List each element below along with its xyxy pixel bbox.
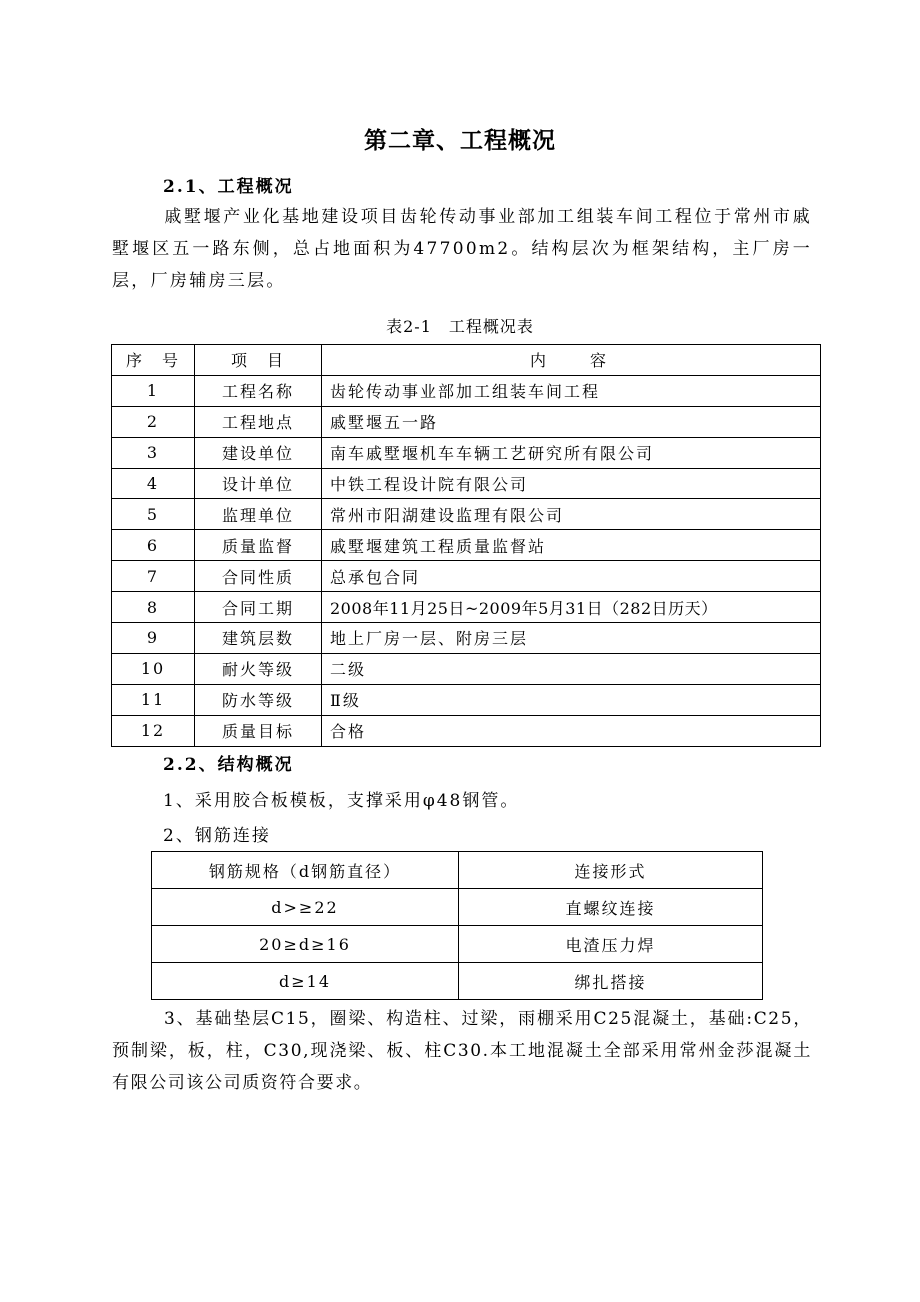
table-row <box>152 963 763 1000</box>
overview-paragraph-text: 戚墅堰产业化基地建设项目齿轮传动事业部加工组装车间工程位于常州市戚墅堰区五一路东侧，总占地面积为47700m2。结构层次为框架结构，主厂房一层，厂房辅房三层。 <box>112 207 812 291</box>
row-content: 2008年11月25日~2009年5月31日（282日历天） <box>322 592 821 623</box>
table-row <box>112 499 821 530</box>
structure-item-rebar: 2、钢筋连接 <box>163 826 271 846</box>
row-item: 工程名称 <box>195 375 322 406</box>
row-number: 5 <box>112 499 195 530</box>
row-number: 2 <box>112 406 195 437</box>
row-content: 总承包合同 <box>322 561 821 592</box>
table-row <box>112 437 821 468</box>
structure-item-formwork: 1、采用胶合板模板，支撑采用φ48钢管。 <box>163 791 520 811</box>
table-header-row <box>152 852 763 889</box>
row-content: 二级 <box>322 653 821 684</box>
section-heading-structure: 2.2、结构概况 <box>163 755 294 775</box>
row-content: 齿轮传动事业部加工组装车间工程 <box>322 375 821 406</box>
row-item: 工程地点 <box>195 406 322 437</box>
row-number: 3 <box>112 437 195 468</box>
row-content: 南车戚墅堰机车车辆工艺研究所有限公司 <box>322 437 821 468</box>
row-number: 7 <box>112 561 195 592</box>
row-content: 戚墅堰建筑工程质量监督站 <box>322 530 821 561</box>
row-number: 12 <box>112 715 195 746</box>
row-item: 质量监督 <box>195 530 322 561</box>
row-content: 地上厂房一层、附房三层 <box>322 623 821 654</box>
row-item: 合同工期 <box>195 592 322 623</box>
connection-type: 电渣压力焊 <box>459 926 763 963</box>
row-number: 1 <box>112 375 195 406</box>
rebar-connection-table <box>151 851 763 1000</box>
overview-paragraph <box>112 201 812 297</box>
connection-type: 直螺纹连接 <box>459 889 763 926</box>
row-content: 中铁工程设计院有限公司 <box>322 468 821 499</box>
row-item: 质量目标 <box>195 715 322 746</box>
row-item: 设计单位 <box>195 468 322 499</box>
table-row <box>112 653 821 684</box>
row-item: 建筑层数 <box>195 623 322 654</box>
rebar-spec: 20≥d≥16 <box>152 926 459 963</box>
table-header-row <box>112 345 821 376</box>
row-item: 防水等级 <box>195 684 322 715</box>
row-item: 耐火等级 <box>195 653 322 684</box>
row-number: 8 <box>112 592 195 623</box>
row-content: Ⅱ级 <box>322 684 821 715</box>
table-row <box>112 592 821 623</box>
concrete-paragraph <box>112 1003 812 1099</box>
header-rebar-spec: 钢筋规格（d钢筋直径） <box>152 852 459 889</box>
table-row <box>112 561 821 592</box>
concrete-paragraph-text: 3、基础垫层C15，圈梁、构造柱、过梁，雨棚采用C25混凝土，基础:C25，预制梁，板，柱，C30,现浇梁、板、柱C30.本工地混凝土全部采用常州金莎混凝土有限公司该公司质资符合要求。 <box>112 1009 812 1093</box>
row-number: 10 <box>112 653 195 684</box>
table-row <box>152 926 763 963</box>
table-caption: 表2-1 工程概况表 <box>386 317 534 336</box>
row-number: 4 <box>112 468 195 499</box>
project-overview-table <box>111 344 821 747</box>
table-row <box>112 468 821 499</box>
header-connection-type: 连接形式 <box>459 852 763 889</box>
row-number: 11 <box>112 684 195 715</box>
header-number: 序 号 <box>112 345 195 376</box>
header-item: 项 目 <box>195 345 322 376</box>
chapter-title: 第二章、工程概况 <box>364 127 556 154</box>
connection-type: 绑扎搭接 <box>459 963 763 1000</box>
table-row <box>112 623 821 654</box>
row-item: 合同性质 <box>195 561 322 592</box>
row-content: 常州市阳湖建设监理有限公司 <box>322 499 821 530</box>
section-heading-overview: 2.1、工程概况 <box>163 177 294 197</box>
table-row <box>152 889 763 926</box>
row-item: 建设单位 <box>195 437 322 468</box>
table-row <box>112 375 821 406</box>
table-row <box>112 684 821 715</box>
row-number: 9 <box>112 623 195 654</box>
row-content: 合格 <box>322 715 821 746</box>
table-row <box>112 406 821 437</box>
table-row <box>112 530 821 561</box>
rebar-spec: d≥14 <box>152 963 459 1000</box>
rebar-spec: d>≥22 <box>152 889 459 926</box>
table-row <box>112 715 821 746</box>
row-content: 戚墅堰五一路 <box>322 406 821 437</box>
row-item: 监理单位 <box>195 499 322 530</box>
header-content: 内 容 <box>322 345 821 376</box>
row-number: 6 <box>112 530 195 561</box>
